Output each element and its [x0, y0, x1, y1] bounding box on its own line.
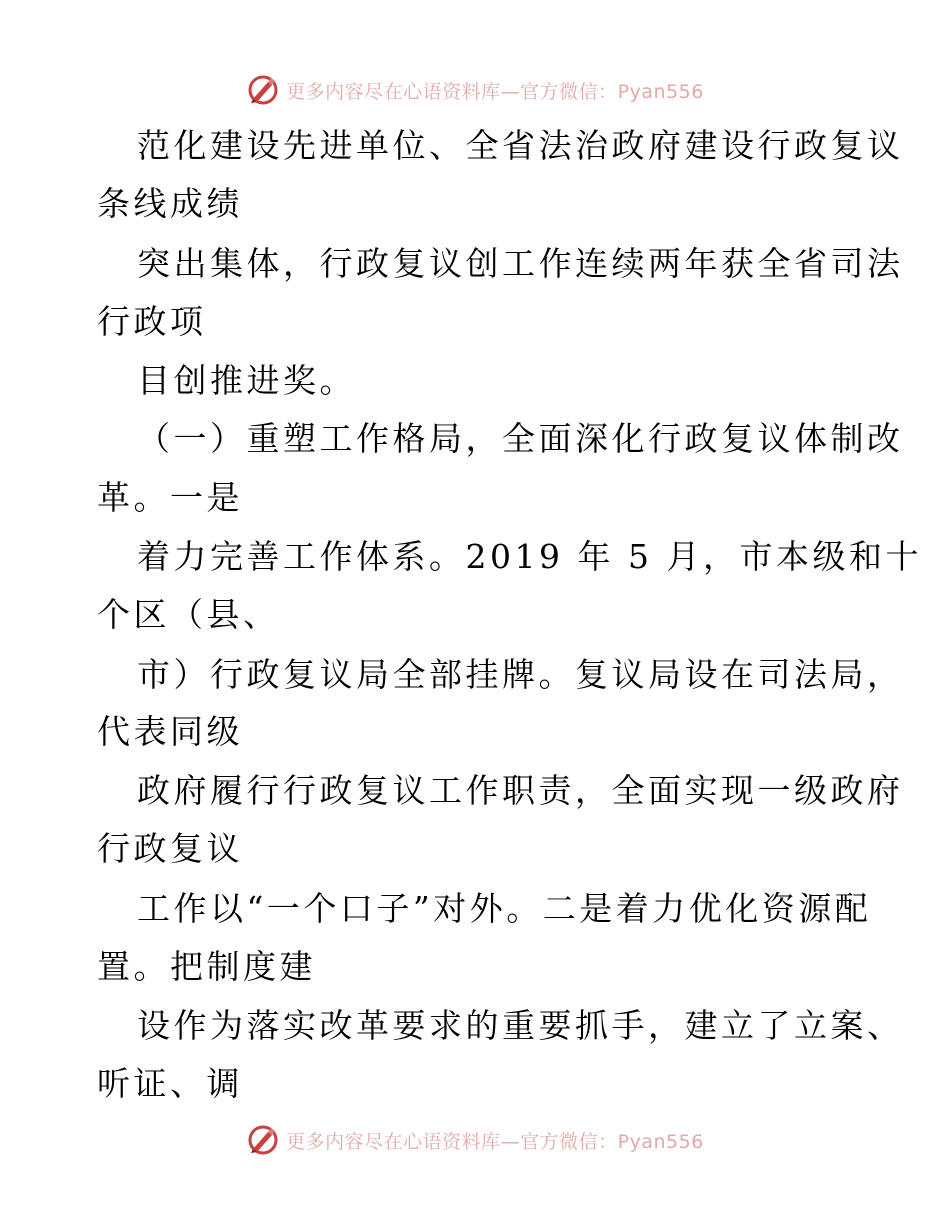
text-line: 着力完善工作体系。2019 年 5 月，市本级和十 — [137, 537, 922, 576]
text-line: 工作以“一个口子”对外。二是着力优化资源配 — [137, 889, 872, 928]
text-line: （一）重塑工作格局，全面深化行政复议体制改 — [137, 419, 904, 458]
pen-logo-icon — [246, 1123, 280, 1157]
text-line: 突出集体，行政复议创工作连续两年获全省司法 — [137, 244, 904, 283]
text-line: 行政项 — [97, 302, 207, 341]
footer-watermark — [0, 1120, 950, 1160]
text-line: 范化建设先进单位、全省法治政府建设行政复议 — [137, 126, 904, 165]
text-line: 代表同级 — [97, 712, 243, 751]
text-line: 革。一是 — [97, 478, 243, 517]
pen-logo-icon — [246, 73, 280, 107]
text-line: 设作为落实改革要求的重要抓手，建立了立案、 — [137, 1006, 904, 1045]
text-line: 行政复议 — [97, 829, 243, 868]
text-line: 置。把制度建 — [97, 947, 316, 986]
watermark-text: 更多内容尽在心语资料库—官方微信：Pyan556 — [286, 1130, 704, 1153]
watermark-text: 更多内容尽在心语资料库—官方微信：Pyan556 — [286, 80, 704, 103]
text-line: 条线成绩 — [97, 184, 243, 223]
text-line: 政府履行行政复议工作职责，全面实现一级政府 — [137, 771, 904, 810]
text-line: 个区（县、 — [97, 595, 280, 634]
text-line: 听证、调 — [97, 1064, 243, 1103]
text-line: 市）行政复议局全部挂牌。复议局设在司法局， — [137, 655, 904, 694]
header-watermark — [0, 70, 950, 110]
text-line: 目创推进奖。 — [137, 361, 356, 400]
